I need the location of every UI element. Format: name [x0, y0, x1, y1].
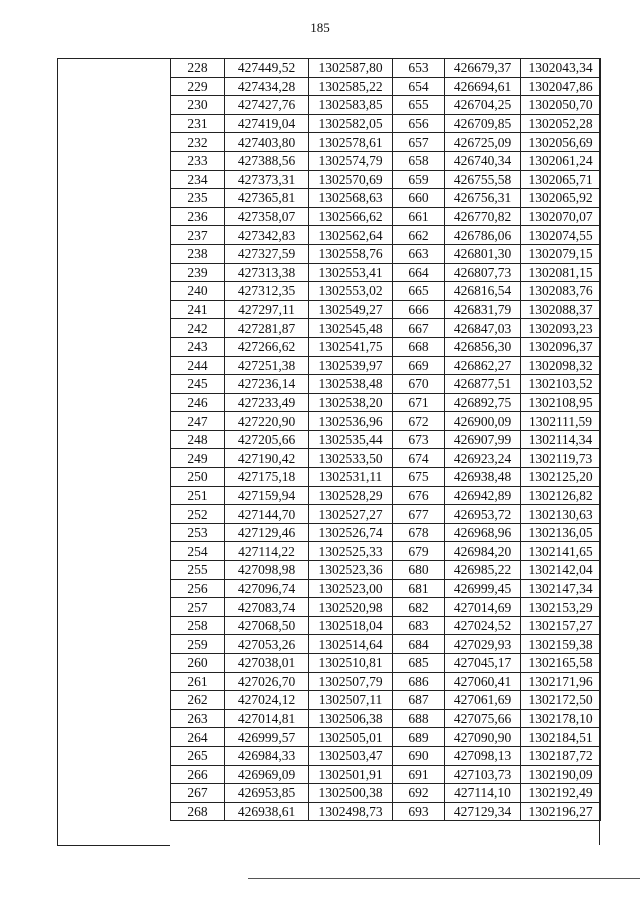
x-coordinate-cell: 427068,50 [225, 616, 309, 635]
table-row [171, 412, 601, 431]
y-coordinate-cell: 1302574,79 [309, 151, 393, 170]
x-coordinate-cell: 427403,80 [225, 133, 309, 152]
y-coordinate-cell: 1302518,04 [309, 616, 393, 635]
y-coordinate-cell: 1302553,02 [309, 282, 393, 301]
frame-bottom-rule [57, 845, 170, 846]
point-number-cell: 235 [171, 189, 225, 208]
y-coordinate-cell: 1302585,22 [309, 77, 393, 96]
point-number-cell: 684 [393, 635, 445, 654]
x-coordinate-cell: 427449,52 [225, 59, 309, 78]
point-number-cell: 670 [393, 375, 445, 394]
point-number-cell: 674 [393, 449, 445, 468]
x-coordinate-cell: 427266,62 [225, 337, 309, 356]
y-coordinate-cell: 1302098,32 [521, 356, 601, 375]
y-coordinate-cell: 1302108,95 [521, 393, 601, 412]
table-row [171, 319, 601, 338]
y-coordinate-cell: 1302159,38 [521, 635, 601, 654]
x-coordinate-cell: 426900,09 [445, 412, 521, 431]
table-row [171, 765, 601, 784]
point-number-cell: 671 [393, 393, 445, 412]
y-coordinate-cell: 1302535,44 [309, 430, 393, 449]
x-coordinate-cell: 426786,06 [445, 226, 521, 245]
point-number-cell: 665 [393, 282, 445, 301]
y-coordinate-cell: 1302562,64 [309, 226, 393, 245]
y-coordinate-cell: 1302582,05 [309, 114, 393, 133]
y-coordinate-cell: 1302190,09 [521, 765, 601, 784]
point-number-cell: 243 [171, 337, 225, 356]
y-coordinate-cell: 1302196,27 [521, 802, 601, 821]
point-number-cell: 678 [393, 523, 445, 542]
x-coordinate-cell: 427098,13 [445, 746, 521, 765]
point-number-cell: 666 [393, 300, 445, 319]
x-coordinate-cell: 427373,31 [225, 170, 309, 189]
table-row [171, 542, 601, 561]
y-coordinate-cell: 1302528,29 [309, 486, 393, 505]
table-row [171, 449, 601, 468]
x-coordinate-cell: 427205,66 [225, 430, 309, 449]
x-coordinate-cell: 427358,07 [225, 207, 309, 226]
x-coordinate-cell: 427098,98 [225, 561, 309, 580]
x-coordinate-cell: 427313,38 [225, 263, 309, 282]
point-number-cell: 261 [171, 672, 225, 691]
x-coordinate-cell: 426938,61 [225, 802, 309, 821]
y-coordinate-cell: 1302074,55 [521, 226, 601, 245]
y-coordinate-cell: 1302184,51 [521, 728, 601, 747]
y-coordinate-cell: 1302587,80 [309, 59, 393, 78]
y-coordinate-cell: 1302178,10 [521, 709, 601, 728]
y-coordinate-cell: 1302538,20 [309, 393, 393, 412]
table-row [171, 207, 601, 226]
point-number-cell: 257 [171, 598, 225, 617]
x-coordinate-cell: 426725,09 [445, 133, 521, 152]
table-row [171, 77, 601, 96]
x-coordinate-cell: 427129,34 [445, 802, 521, 821]
x-coordinate-cell: 426801,30 [445, 244, 521, 263]
y-coordinate-cell: 1302558,76 [309, 244, 393, 263]
y-coordinate-cell: 1302061,24 [521, 151, 601, 170]
x-coordinate-cell: 427114,10 [445, 784, 521, 803]
point-number-cell: 255 [171, 561, 225, 580]
x-coordinate-cell: 427024,12 [225, 691, 309, 710]
x-coordinate-cell: 426709,85 [445, 114, 521, 133]
table-row [171, 59, 601, 78]
point-number-cell: 691 [393, 765, 445, 784]
y-coordinate-cell: 1302114,34 [521, 430, 601, 449]
y-coordinate-cell: 1302526,74 [309, 523, 393, 542]
point-number-cell: 246 [171, 393, 225, 412]
point-number-cell: 237 [171, 226, 225, 245]
x-coordinate-cell: 427175,18 [225, 468, 309, 487]
point-number-cell: 667 [393, 319, 445, 338]
y-coordinate-cell: 1302157,27 [521, 616, 601, 635]
x-coordinate-cell: 427053,26 [225, 635, 309, 654]
x-coordinate-cell: 427096,74 [225, 579, 309, 598]
x-coordinate-cell: 427233,49 [225, 393, 309, 412]
y-coordinate-cell: 1302126,82 [521, 486, 601, 505]
point-number-cell: 242 [171, 319, 225, 338]
y-coordinate-cell: 1302501,91 [309, 765, 393, 784]
table-row [171, 430, 601, 449]
point-number-cell: 244 [171, 356, 225, 375]
table-row [171, 244, 601, 263]
x-coordinate-cell: 427297,11 [225, 300, 309, 319]
table-row [171, 263, 601, 282]
point-number-cell: 677 [393, 505, 445, 524]
x-coordinate-cell: 427014,69 [445, 598, 521, 617]
table-row [171, 709, 601, 728]
y-coordinate-cell: 1302083,76 [521, 282, 601, 301]
x-coordinate-cell: 427083,74 [225, 598, 309, 617]
x-coordinate-cell: 426938,48 [445, 468, 521, 487]
table-row [171, 226, 601, 245]
point-number-cell: 688 [393, 709, 445, 728]
y-coordinate-cell: 1302130,63 [521, 505, 601, 524]
x-coordinate-cell: 426984,20 [445, 542, 521, 561]
point-number-cell: 248 [171, 430, 225, 449]
x-coordinate-cell: 426831,79 [445, 300, 521, 319]
y-coordinate-cell: 1302065,71 [521, 170, 601, 189]
point-number-cell: 662 [393, 226, 445, 245]
point-number-cell: 654 [393, 77, 445, 96]
y-coordinate-cell: 1302510,81 [309, 654, 393, 673]
table-row [171, 523, 601, 542]
y-coordinate-cell: 1302081,15 [521, 263, 601, 282]
y-coordinate-cell: 1302525,33 [309, 542, 393, 561]
point-number-cell: 228 [171, 59, 225, 78]
table-row [171, 468, 601, 487]
point-number-cell: 249 [171, 449, 225, 468]
x-coordinate-cell: 426847,03 [445, 319, 521, 338]
point-number-cell: 266 [171, 765, 225, 784]
x-coordinate-cell: 426704,25 [445, 96, 521, 115]
table-row [171, 598, 601, 617]
y-coordinate-cell: 1302533,50 [309, 449, 393, 468]
point-number-cell: 664 [393, 263, 445, 282]
x-coordinate-cell: 427419,04 [225, 114, 309, 133]
y-coordinate-cell: 1302507,79 [309, 672, 393, 691]
y-coordinate-cell: 1302187,72 [521, 746, 601, 765]
point-number-cell: 256 [171, 579, 225, 598]
x-coordinate-cell: 427427,76 [225, 96, 309, 115]
x-coordinate-cell: 426807,73 [445, 263, 521, 282]
x-coordinate-cell: 427236,14 [225, 375, 309, 394]
point-number-cell: 262 [171, 691, 225, 710]
y-coordinate-cell: 1302527,27 [309, 505, 393, 524]
point-number-cell: 659 [393, 170, 445, 189]
x-coordinate-cell: 426985,22 [445, 561, 521, 580]
y-coordinate-cell: 1302523,00 [309, 579, 393, 598]
point-number-cell: 685 [393, 654, 445, 673]
y-coordinate-cell: 1302136,05 [521, 523, 601, 542]
x-coordinate-cell: 426968,96 [445, 523, 521, 542]
point-number-cell: 231 [171, 114, 225, 133]
table-row [171, 189, 601, 208]
x-coordinate-cell: 426953,72 [445, 505, 521, 524]
point-number-cell: 232 [171, 133, 225, 152]
x-coordinate-cell: 427434,28 [225, 77, 309, 96]
y-coordinate-cell: 1302093,23 [521, 319, 601, 338]
y-coordinate-cell: 1302119,73 [521, 449, 601, 468]
point-number-cell: 240 [171, 282, 225, 301]
point-number-cell: 683 [393, 616, 445, 635]
table-row [171, 616, 601, 635]
x-coordinate-cell: 427129,46 [225, 523, 309, 542]
footer-rule [248, 878, 640, 879]
table-row [171, 170, 601, 189]
y-coordinate-cell: 1302507,11 [309, 691, 393, 710]
point-number-cell: 660 [393, 189, 445, 208]
point-number-cell: 672 [393, 412, 445, 431]
y-coordinate-cell: 1302147,34 [521, 579, 601, 598]
coordinates-table [170, 58, 601, 821]
y-coordinate-cell: 1302153,29 [521, 598, 601, 617]
table-row [171, 151, 601, 170]
table-row [171, 300, 601, 319]
y-coordinate-cell: 1302506,38 [309, 709, 393, 728]
y-coordinate-cell: 1302570,69 [309, 170, 393, 189]
point-number-cell: 673 [393, 430, 445, 449]
y-coordinate-cell: 1302538,48 [309, 375, 393, 394]
x-coordinate-cell: 426953,85 [225, 784, 309, 803]
x-coordinate-cell: 426999,45 [445, 579, 521, 598]
x-coordinate-cell: 426999,57 [225, 728, 309, 747]
y-coordinate-cell: 1302505,01 [309, 728, 393, 747]
table-row [171, 114, 601, 133]
point-number-cell: 267 [171, 784, 225, 803]
y-coordinate-cell: 1302192,49 [521, 784, 601, 803]
point-number-cell: 656 [393, 114, 445, 133]
point-number-cell: 661 [393, 207, 445, 226]
y-coordinate-cell: 1302503,47 [309, 746, 393, 765]
point-number-cell: 230 [171, 96, 225, 115]
point-number-cell: 669 [393, 356, 445, 375]
x-coordinate-cell: 427029,93 [445, 635, 521, 654]
y-coordinate-cell: 1302171,96 [521, 672, 601, 691]
x-coordinate-cell: 426694,61 [445, 77, 521, 96]
table-row [171, 561, 601, 580]
x-coordinate-cell: 427190,42 [225, 449, 309, 468]
y-coordinate-cell: 1302553,41 [309, 263, 393, 282]
y-coordinate-cell: 1302536,96 [309, 412, 393, 431]
table-row [171, 356, 601, 375]
x-coordinate-cell: 427090,90 [445, 728, 521, 747]
point-number-cell: 229 [171, 77, 225, 96]
y-coordinate-cell: 1302096,37 [521, 337, 601, 356]
point-number-cell: 247 [171, 412, 225, 431]
x-coordinate-cell: 427103,73 [445, 765, 521, 784]
table-row [171, 802, 601, 821]
y-coordinate-cell: 1302172,50 [521, 691, 601, 710]
x-coordinate-cell: 427388,56 [225, 151, 309, 170]
x-coordinate-cell: 426862,27 [445, 356, 521, 375]
point-number-cell: 245 [171, 375, 225, 394]
y-coordinate-cell: 1302514,64 [309, 635, 393, 654]
table-row [171, 282, 601, 301]
point-number-cell: 236 [171, 207, 225, 226]
point-number-cell: 250 [171, 468, 225, 487]
y-coordinate-cell: 1302523,36 [309, 561, 393, 580]
y-coordinate-cell: 1302111,59 [521, 412, 601, 431]
point-number-cell: 253 [171, 523, 225, 542]
x-coordinate-cell: 427144,70 [225, 505, 309, 524]
point-number-cell: 658 [393, 151, 445, 170]
x-coordinate-cell: 427075,66 [445, 709, 521, 728]
point-number-cell: 239 [171, 263, 225, 282]
y-coordinate-cell: 1302583,85 [309, 96, 393, 115]
x-coordinate-cell: 426907,99 [445, 430, 521, 449]
x-coordinate-cell: 427060,41 [445, 672, 521, 691]
x-coordinate-cell: 426755,58 [445, 170, 521, 189]
x-coordinate-cell: 426923,24 [445, 449, 521, 468]
x-coordinate-cell: 427045,17 [445, 654, 521, 673]
x-coordinate-cell: 426679,37 [445, 59, 521, 78]
point-number-cell: 254 [171, 542, 225, 561]
y-coordinate-cell: 1302103,52 [521, 375, 601, 394]
x-coordinate-cell: 426816,54 [445, 282, 521, 301]
x-coordinate-cell: 426856,30 [445, 337, 521, 356]
y-coordinate-cell: 1302070,07 [521, 207, 601, 226]
point-number-cell: 676 [393, 486, 445, 505]
y-coordinate-cell: 1302088,37 [521, 300, 601, 319]
y-coordinate-cell: 1302539,97 [309, 356, 393, 375]
y-coordinate-cell: 1302050,70 [521, 96, 601, 115]
table-row [171, 691, 601, 710]
point-number-cell: 264 [171, 728, 225, 747]
x-coordinate-cell: 427281,87 [225, 319, 309, 338]
point-number-cell: 693 [393, 802, 445, 821]
x-coordinate-cell: 427038,01 [225, 654, 309, 673]
y-coordinate-cell: 1302568,63 [309, 189, 393, 208]
table-row [171, 579, 601, 598]
point-number-cell: 238 [171, 244, 225, 263]
y-coordinate-cell: 1302500,38 [309, 784, 393, 803]
x-coordinate-cell: 427114,22 [225, 542, 309, 561]
y-coordinate-cell: 1302079,15 [521, 244, 601, 263]
y-coordinate-cell: 1302056,69 [521, 133, 601, 152]
x-coordinate-cell: 426942,89 [445, 486, 521, 505]
x-coordinate-cell: 427342,83 [225, 226, 309, 245]
point-number-cell: 689 [393, 728, 445, 747]
table-row [171, 505, 601, 524]
point-number-cell: 680 [393, 561, 445, 580]
x-coordinate-cell: 427026,70 [225, 672, 309, 691]
point-number-cell: 653 [393, 59, 445, 78]
point-number-cell: 233 [171, 151, 225, 170]
point-number-cell: 686 [393, 672, 445, 691]
y-coordinate-cell: 1302545,48 [309, 319, 393, 338]
table-row [171, 746, 601, 765]
y-coordinate-cell: 1302142,04 [521, 561, 601, 580]
y-coordinate-cell: 1302549,27 [309, 300, 393, 319]
y-coordinate-cell: 1302125,20 [521, 468, 601, 487]
point-number-cell: 258 [171, 616, 225, 635]
x-coordinate-cell: 427024,52 [445, 616, 521, 635]
point-number-cell: 234 [171, 170, 225, 189]
point-number-cell: 252 [171, 505, 225, 524]
x-coordinate-cell: 427365,81 [225, 189, 309, 208]
table-row [171, 337, 601, 356]
point-number-cell: 268 [171, 802, 225, 821]
table-row [171, 393, 601, 412]
point-number-cell: 690 [393, 746, 445, 765]
y-coordinate-cell: 1302141,65 [521, 542, 601, 561]
x-coordinate-cell: 427061,69 [445, 691, 521, 710]
page-number: 185 [310, 20, 330, 35]
x-coordinate-cell: 426756,31 [445, 189, 521, 208]
x-coordinate-cell: 426770,82 [445, 207, 521, 226]
table-row [171, 96, 601, 115]
point-number-cell: 663 [393, 244, 445, 263]
y-coordinate-cell: 1302165,58 [521, 654, 601, 673]
point-number-cell: 679 [393, 542, 445, 561]
y-coordinate-cell: 1302531,11 [309, 468, 393, 487]
point-number-cell: 668 [393, 337, 445, 356]
table-row [171, 654, 601, 673]
y-coordinate-cell: 1302065,92 [521, 189, 601, 208]
point-number-cell: 682 [393, 598, 445, 617]
point-number-cell: 259 [171, 635, 225, 654]
y-coordinate-cell: 1302566,62 [309, 207, 393, 226]
x-coordinate-cell: 427327,59 [225, 244, 309, 263]
point-number-cell: 241 [171, 300, 225, 319]
y-coordinate-cell: 1302578,61 [309, 133, 393, 152]
y-coordinate-cell: 1302541,75 [309, 337, 393, 356]
table-row [171, 375, 601, 394]
y-coordinate-cell: 1302043,34 [521, 59, 601, 78]
table-row [171, 672, 601, 691]
x-coordinate-cell: 426740,34 [445, 151, 521, 170]
y-coordinate-cell: 1302052,28 [521, 114, 601, 133]
table-row [171, 133, 601, 152]
y-coordinate-cell: 1302520,98 [309, 598, 393, 617]
x-coordinate-cell: 427251,38 [225, 356, 309, 375]
x-coordinate-cell: 426984,33 [225, 746, 309, 765]
point-number-cell: 263 [171, 709, 225, 728]
point-number-cell: 265 [171, 746, 225, 765]
y-coordinate-cell: 1302047,86 [521, 77, 601, 96]
point-number-cell: 260 [171, 654, 225, 673]
point-number-cell: 687 [393, 691, 445, 710]
coordinates-table-body [171, 59, 601, 821]
table-row [171, 486, 601, 505]
x-coordinate-cell: 426969,09 [225, 765, 309, 784]
point-number-cell: 251 [171, 486, 225, 505]
table-row [171, 728, 601, 747]
x-coordinate-cell: 427220,90 [225, 412, 309, 431]
x-coordinate-cell: 427159,94 [225, 486, 309, 505]
x-coordinate-cell: 426877,51 [445, 375, 521, 394]
x-coordinate-cell: 427312,35 [225, 282, 309, 301]
point-number-cell: 655 [393, 96, 445, 115]
y-coordinate-cell: 1302498,73 [309, 802, 393, 821]
point-number-cell: 657 [393, 133, 445, 152]
point-number-cell: 675 [393, 468, 445, 487]
point-number-cell: 692 [393, 784, 445, 803]
table-row [171, 635, 601, 654]
x-coordinate-cell: 427014,81 [225, 709, 309, 728]
point-number-cell: 681 [393, 579, 445, 598]
x-coordinate-cell: 426892,75 [445, 393, 521, 412]
table-row [171, 784, 601, 803]
